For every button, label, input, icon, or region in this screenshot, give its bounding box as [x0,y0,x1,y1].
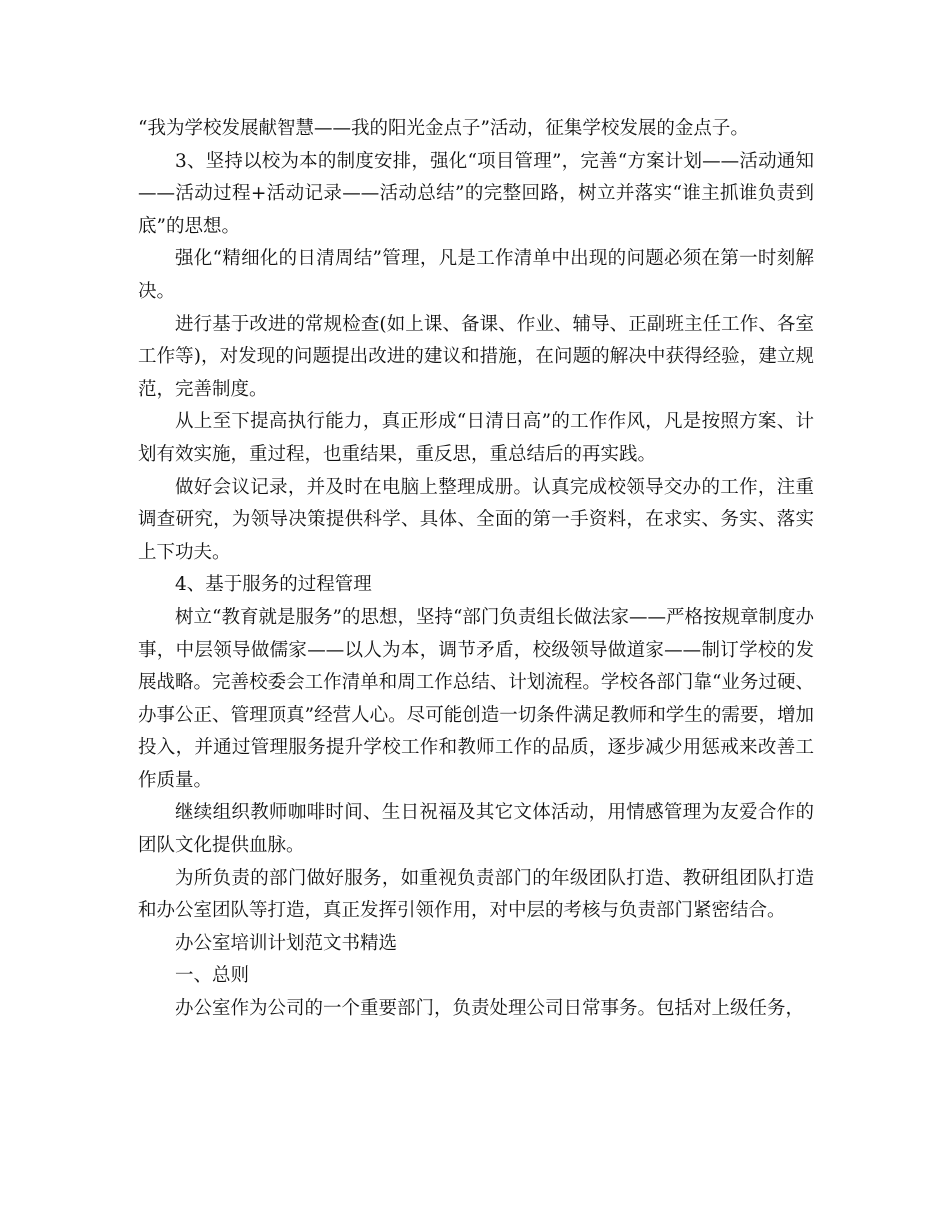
paragraph-5: 从上至下提高执行能力，真正形成“日清日高”的工作作风，凡是按照方案、计划有效实施，重过程，也重结果，重反思，重总结后的再实践。 [138,411,814,465]
paragraph-4: 进行基于改进的常规检查(如上课、备课、作业、辅导、正副班主任工作、各室工作等)，对发现的问题提出改进的建议和措施，在问题的解决中获得经验，建立规范，完善制度。 [138,313,814,400]
paragraph-8: 继续组织教师咖啡时间、生日祝福及其它文体活动，用情感管理为友爱合作的团队文化提供血脉。 [138,802,814,857]
document-page [138,113,814,1026]
paragraph-3: 强化“精细化的日清周结”管理，凡是工作清单中出现的问题必须在第一时刻解决。 [138,248,814,302]
paragraph-6: 做好会议记录，并及时在电脑上整理成册。认真完成校领导交办的工作，注重调查研究，为领导决策提供科学、具体、全面的第一手资料，在求实、务实、落实上下功夫。 [138,476,814,563]
paragraph-9: 为所负责的部门做好服务，如重视负责部门的年级团队打造、教研组团队打造和办公室团队等打造，真正发挥引领作用，对中层的考核与负责部门紧密结合。 [138,867,814,922]
paragraph-10: 办公室作为公司的一个重要部门，负责处理公司日常事务。包括对上级任务， [175,998,805,1020]
paragraph-7: 树立“教育就是服务”的思想，坚持“部门负责组长做法家——严格按规章制度办事，中层领导做儒家——以人为本，调节矛盾，校级领导做道家——制订学校的发展战略。完善校委会工作清单和周工作总结、计划流程。学校各部门靠“业务过硬、办事公正、管理顶真”经营人心。尽可能创造一切条件满足教师和学生的需要，增加投入，并通过管理服务提升学校工作和教师工作的品质，逐步减少用惩戒来改善工作质量。 [138,606,814,791]
section-heading-general: 一、总则 [175,965,250,987]
document-title: 办公室培训计划范文书精选 [175,932,398,954]
section-heading-4: 4、基于服务的过程管理 [175,574,372,596]
paragraph-2: 3、坚持以校为本的制度安排，强化“项目管理”，完善“方案计划——活动通知——活动过程+活动记录——活动总结”的完整回路，树立并落实“谁主抓谁负责到底”的思想。 [138,150,814,237]
paragraph-1: “我为学校发展献智慧——我的阳光金点子”活动，征集学校发展的金点子。 [138,118,749,139]
